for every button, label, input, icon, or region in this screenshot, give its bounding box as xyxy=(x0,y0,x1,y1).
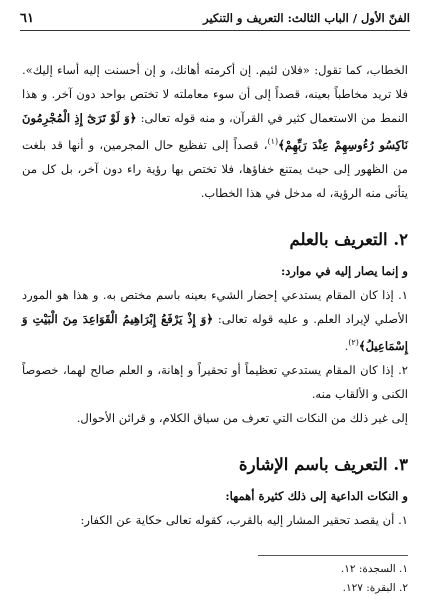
section-3-intro: و النكات الداعية إلى ذلك كثيرة أهمها: xyxy=(225,488,408,503)
quran-quote-2: ﴿وَ إِذْ يَرْفَعُ إِبْرَاهِيمُ الْقَوَاعِدَ مِنَ الْبَيْتِ وَ إِسْمَاعِيلُ﴾ xyxy=(22,311,408,353)
quran-quote-1: ﴿وَ لَوْ تَرَىٰٓ إِذِ الْمُجْرِمُونَ نَاكِسُو رُءُوسِهِمْ عِنْدَ رَبِّهِمْ﴾ xyxy=(22,111,408,152)
paragraph-1 xyxy=(22,58,408,205)
item-2-1-text-a: ١. إذا كان المقام يستدعي إحضار الشيء بعينه باسم مختص به. و هذا هو المورد الأصلي لإيراد العلم. و عليه قوله تعالى: xyxy=(22,287,408,326)
section-2-item-1 xyxy=(22,283,408,358)
section-2-closing: إلى غير ذلك من النكات التي تعرف من سياق الكلام، و قرائن الأحوال. xyxy=(76,410,408,425)
footnote-ref-1[interactable]: (١) xyxy=(267,137,279,146)
paragraph-1-text-a: الخطاب، كما تقول: «فلان لئيم. إن أكرمته أهانك، و إن أحسنت إليه أساء إليك». فلا تريد مخاطباً بعينه، قصداً إلى أن سوء معاملته لا تختص بواحد دون آخر. و هذا النمط من الاستعمال كثير في القرآن، و منه قوله تعالى: xyxy=(22,63,408,125)
section-heading-3: ٣. التعريف باسم الإشارة xyxy=(238,454,408,474)
item-2-1-text-b: . xyxy=(344,338,349,353)
section-2-intro: و إنما يصار إليه في موارد: xyxy=(280,263,408,278)
section-2-item-2: ٢. إذا كان المقام يستدعي تعظيماً أو تحقيراً و إهانة، و العلم صالح لهما، خصوصاً الكنى و الألقاب منه. xyxy=(22,362,408,401)
page-number: ٦١ xyxy=(20,10,34,26)
footnotes xyxy=(22,555,408,598)
running-title: الفنّ الأول / الباب الثالث: التعريف و التنكير xyxy=(203,11,410,25)
section-heading-2: ٢. التعريف بالعلم xyxy=(289,229,408,249)
footnote-1: ١. السجدة: ١٢. xyxy=(340,563,408,575)
paragraph-1-text-b: ، قصداً إلى تفظيع حال المجرمين، و أنها قد بلغت من الظهور إلى حيث يمتنع خفاؤها، فلا تختص بها رؤية راء دون آخر، بل كل من يتأتى منه الرؤية، له مدخل في هذا الخطاب. xyxy=(22,137,408,200)
footnote-2: ٢. البقرة: ١٢٧. xyxy=(342,582,408,594)
footnote-divider xyxy=(258,555,408,556)
page-header xyxy=(20,8,410,31)
main-text xyxy=(22,58,408,532)
footnote-ref-2[interactable]: (٢) xyxy=(348,337,359,347)
section-3-item-1: ١. أن يقصد تحقير المشار إليه بالقرب، كقوله تعالى حكاية عن الكفار: xyxy=(80,512,408,527)
